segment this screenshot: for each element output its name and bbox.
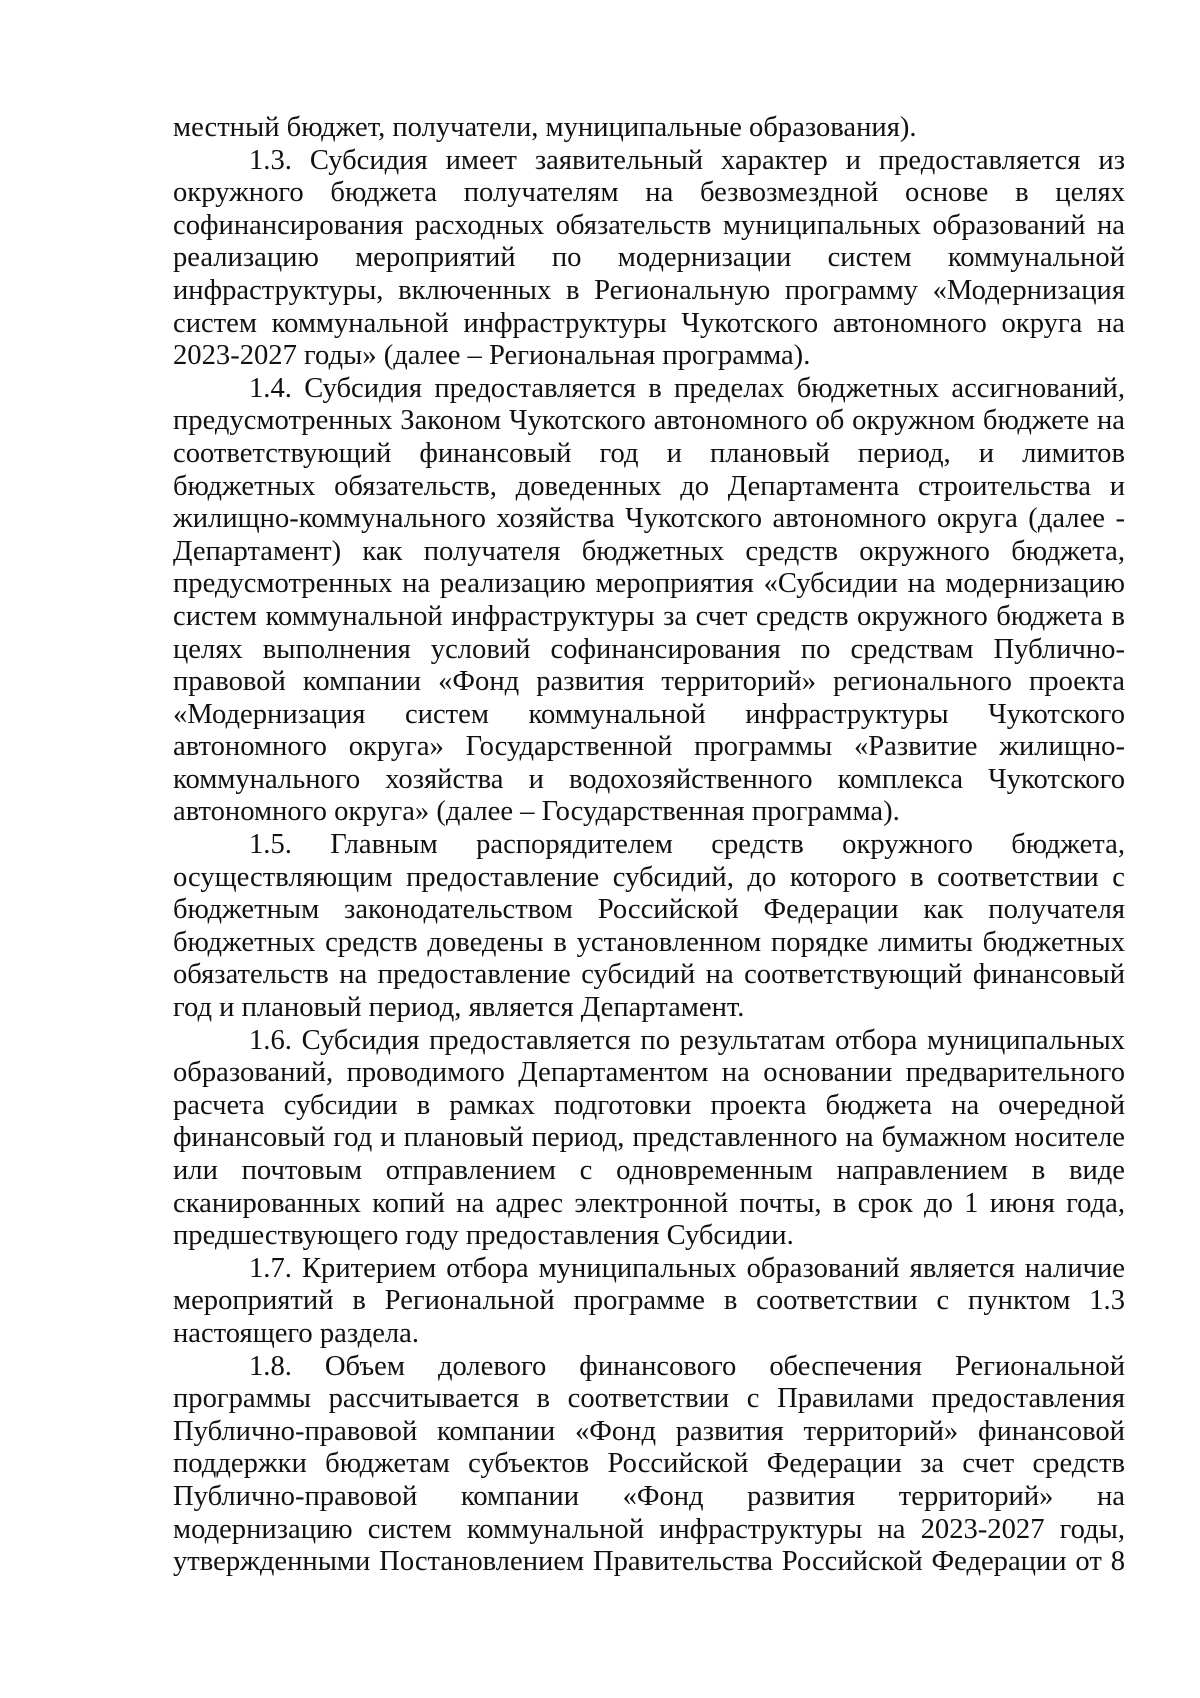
document-page: [173, 112, 1125, 1579]
paragraph-1-7: 1.7. Критерием отбора муниципальных образований является наличие мероприятий в Региональной программе в соответствии с пунктом 1.3 настоящего раздела.: [173, 1252, 1125, 1349]
paragraph-1-4: 1.4. Субсидия предоставляется в пределах бюджетных ассигнований, предусмотренных Законом Чукотского автономного об окружном бюджете на соответствующий финансовый год и плановый период, и лимитов бюджетных обязательств, доведенных до Департамента строительства и жилищно-коммунального хозяйства Чукотского автономного округа (далее - Департамент) как получателя бюджетных средств окружного бюджета, предусмотренных на реализацию мероприятия «Субсидии на модернизацию систем коммунальной инфраструктуры за счет средств окружного бюджета в целях выполнения условий софинансирования по средствам Публично-правовой компании «Фонд развития территорий» регионального проекта «Модернизация систем коммунальной инфраструктуры Чукотского автономного округа» Государственной программы «Развитие жилищно-коммунального хозяйства и водохозяйственного комплекса Чукотского автономного округа» (далее – Государственная программа).: [173, 372, 1125, 828]
paragraph-1-6: 1.6. Субсидия предоставляется по результатам отбора муниципальных образований, проводимого Департаментом на основании предварительного расчета субсидии в рамках подготовки проекта бюджета на очередной финансовый год и плановый период, представленного на бумажном носителе или почтовым отправлением с одновременным направлением в виде сканированных копий на адрес электронной почты, в срок до 1 июня года, предшествующего году предоставления Субсидии.: [173, 1024, 1125, 1252]
paragraph-1-3: 1.3. Субсидия имеет заявительный характер и предоставляется из окружного бюджета получателям на безвозмездной основе в целях софинансирования расходных обязательств муниципальных образований на реализацию мероприятий по модернизации систем коммунальной инфраструктуры, включенных в Региональную программу «Модернизация систем коммунальной инфраструктуры Чукотского автономного округа на 2023-2027 годы» (далее – Региональная программа).: [173, 144, 1125, 372]
paragraph-continuation: местный бюджет, получатели, муниципальные образования).: [173, 112, 917, 143]
paragraph-1-8: 1.8. Объем долевого финансового обеспечения Региональной программы рассчитывается в соответствии с Правилами предоставления Публично-правовой компании «Фонд развития территорий» финансовой поддержки бюджетам субъектов Российской Федерации за счет средств Публично-правовой компании «Фонд развития территорий» на модернизацию систем коммунальной инфраструктуры на 2023-2027 годы, утвержденными Постановлением Правительства Российской Федерации от 8: [173, 1350, 1125, 1578]
paragraph-1-5: 1.5. Главным распорядителем средств окружного бюджета, осуществляющим предоставление субсидий, до которого в соответствии с бюджетным законодательством Российской Федерации как получателя бюджетных средств доведены в установленном порядке лимиты бюджетных обязательств на предоставление субсидий на соответствующий финансовый год и плановый период, является Департамент.: [173, 829, 1125, 1024]
